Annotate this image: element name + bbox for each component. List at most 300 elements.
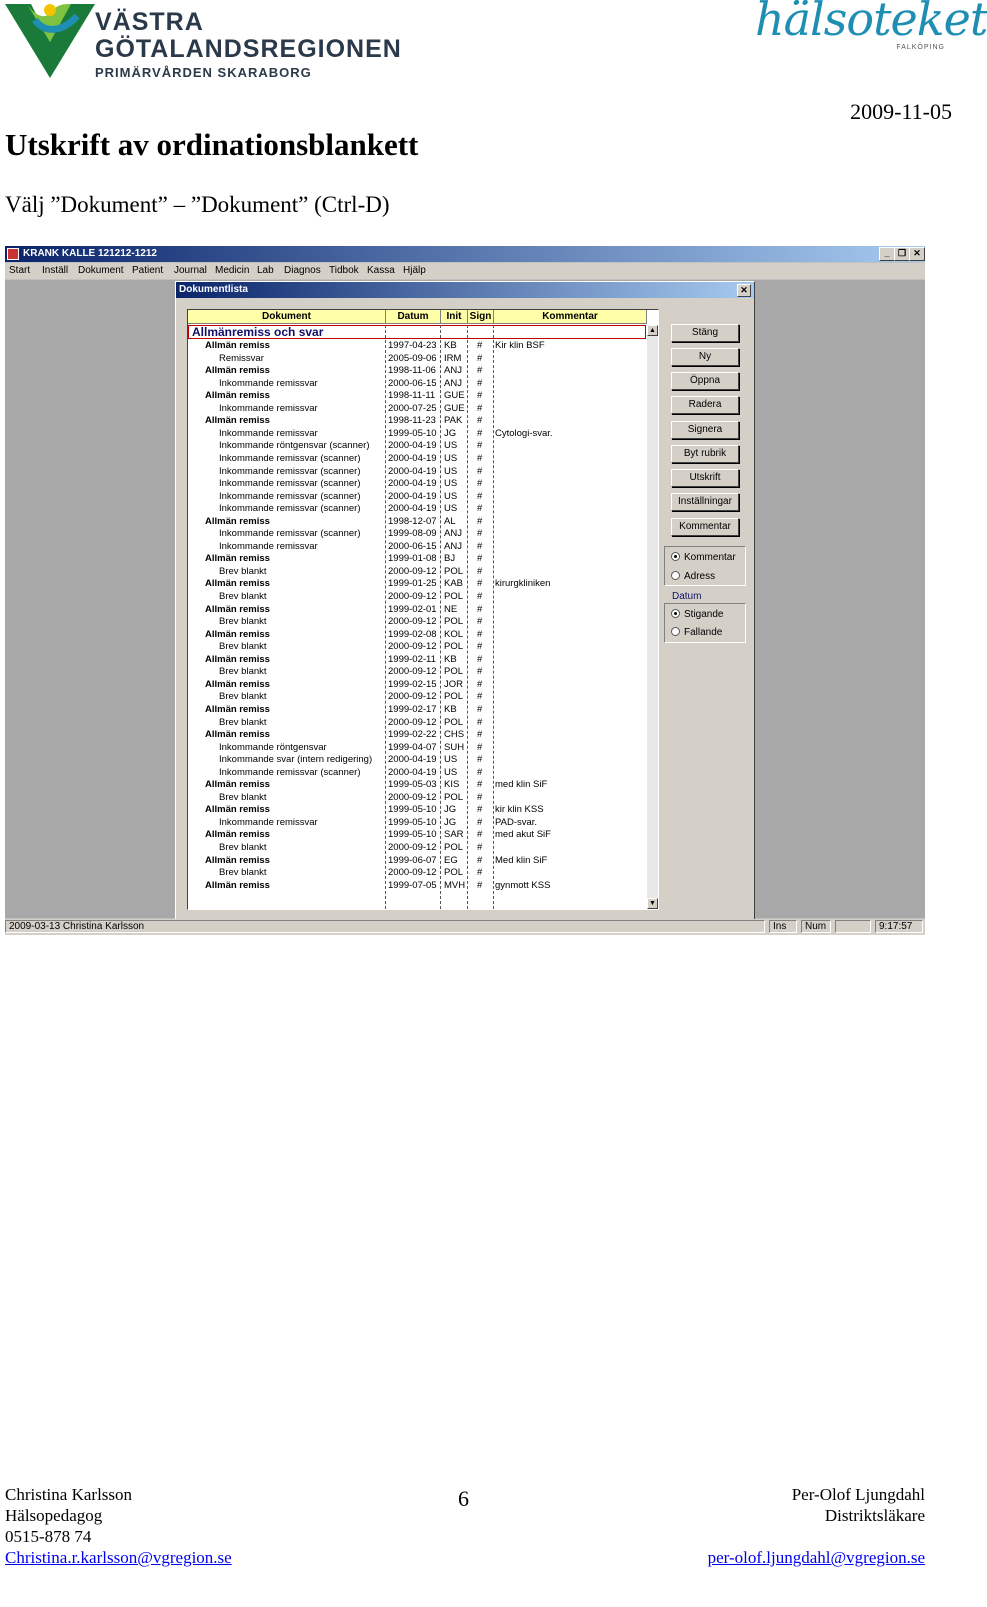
cell-dokument: Inkommande svar (intern redigering) — [219, 754, 373, 766]
cell-init: KB — [444, 340, 457, 351]
footer-left-phone: 0515-878 74 — [5, 1527, 92, 1546]
cell-dokument: Inkommande remissvar (scanner) — [219, 766, 361, 778]
cell-datum: 1998-12-07 — [388, 515, 437, 527]
cell-dokument: Brev blankt — [219, 565, 267, 577]
cell-init: US — [444, 766, 458, 778]
list-item[interactable] — [188, 792, 646, 805]
cell-datum: 2000-06-15 — [388, 540, 437, 552]
app-titlebar — [5, 246, 925, 262]
menu-journal[interactable]: Journal — [174, 265, 207, 276]
cell-datum: 2005-09-06 — [388, 352, 437, 364]
col-header-kommentar[interactable]: Kommentar — [494, 310, 647, 324]
cell-init: KB — [444, 703, 457, 715]
cell-sign: # — [477, 352, 483, 364]
cell-dokument: Inkommande remissvar — [219, 540, 318, 552]
cell-sign: # — [477, 415, 483, 427]
cell-init: US — [444, 478, 458, 490]
cell-sign: # — [477, 816, 483, 828]
list-item[interactable] — [188, 641, 646, 654]
list-item[interactable] — [188, 491, 646, 504]
status-num: Num — [801, 920, 831, 933]
footer-left — [5, 1484, 232, 1568]
cell-init: POL — [444, 691, 464, 703]
list-item[interactable] — [188, 729, 646, 742]
menu-hjalp[interactable]: Hjälp — [403, 265, 426, 276]
cell-sign: # — [477, 879, 483, 891]
menu-installningar[interactable]: Inställ — [42, 265, 69, 276]
menu-medicin[interactable]: Medicin — [215, 265, 250, 276]
menu-kassa[interactable]: Kassa — [367, 265, 395, 276]
cell-sign: # — [477, 678, 483, 690]
list-item[interactable] — [188, 817, 646, 830]
app-window-title: KRANK KALLE 121212-1212 — [23, 248, 157, 259]
list-item[interactable] — [188, 880, 646, 893]
cell-sign: # — [477, 540, 483, 552]
cell-init: BJ — [444, 553, 456, 565]
cell-dokument: Inkommande remissvar — [219, 402, 318, 414]
dokumentlista-dialog — [175, 281, 755, 920]
cell-datum: 2000-09-12 — [388, 616, 437, 628]
cell-init: US — [444, 452, 458, 464]
footer-right — [708, 1484, 925, 1568]
cell-init: JOR — [444, 678, 463, 690]
col-header-datum[interactable]: Datum — [386, 310, 441, 324]
cell-dokument: Allmän remiss — [205, 515, 270, 527]
list-item[interactable] — [188, 629, 646, 642]
cell-init: NE — [444, 603, 458, 615]
cell-datum: 1999-02-15 — [388, 678, 437, 690]
cell-dokument: Allmän remiss — [205, 653, 270, 665]
radio-unchecked-icon — [671, 571, 680, 580]
cell-init: US — [444, 465, 458, 477]
cell-dokument: Inkommande remissvar — [219, 377, 318, 389]
cell-dokument: Allmän remiss — [205, 390, 270, 402]
cell-dokument: Brev blankt — [219, 867, 267, 879]
cell-kommentar: PAD-svar. — [495, 816, 538, 828]
cell-datum: 2000-04-19 — [388, 766, 437, 778]
cell-init: KIS — [444, 779, 460, 791]
cell-sign: # — [477, 390, 483, 402]
cell-sign: # — [477, 628, 483, 640]
menubar — [5, 263, 925, 279]
list-item[interactable] — [188, 541, 646, 554]
cell-datum: 2000-09-12 — [388, 842, 437, 853]
list-item[interactable] — [188, 428, 646, 441]
footer-right-spacer — [708, 1526, 925, 1547]
cell-init: POL — [444, 842, 464, 853]
cell-init: ANJ — [444, 528, 462, 540]
cell-sign: # — [477, 553, 483, 565]
cell-dokument: Inkommande remissvar (scanner) — [219, 528, 361, 540]
list-item[interactable] — [188, 842, 646, 855]
cell-datum: 2000-04-19 — [388, 754, 437, 766]
menu-diagnos[interactable]: Diagnos — [284, 265, 321, 276]
halsoteket-logo-word: hälsoteket — [755, 0, 987, 46]
cell-dokument: Allmän remiss — [205, 415, 270, 427]
radio-adress[interactable] — [671, 571, 715, 582]
radio-kommentar[interactable] — [671, 552, 736, 563]
cell-datum: 2000-09-12 — [388, 666, 437, 678]
cell-init: SUH — [444, 741, 465, 753]
cell-datum: 2000-09-12 — [388, 565, 437, 577]
cell-init: POL — [444, 616, 464, 628]
group-header[interactable]: Allmänremiss och svar — [188, 325, 646, 339]
cell-init: US — [444, 503, 458, 515]
status-ins: Ins — [769, 920, 797, 933]
cell-init: US — [444, 754, 458, 766]
list-item[interactable] — [188, 742, 646, 755]
cell-sign: # — [477, 666, 483, 678]
list-item[interactable] — [188, 503, 646, 516]
cell-dokument: Brev blankt — [219, 591, 267, 602]
footer-right-email-link[interactable]: per-olof.ljungdahl@vgregion.se — [707, 1548, 925, 1567]
cell-dokument: Brev blankt — [219, 716, 267, 728]
cell-datum: 2000-09-12 — [388, 791, 437, 803]
vgr-logo-line3: PRIMÄRVÅRDEN SKARABORG — [95, 65, 312, 80]
cell-dokument: Remissvar — [219, 352, 264, 364]
cell-dokument: Brev blankt — [219, 666, 267, 678]
installningar-button[interactable]: Inställningar — [671, 493, 739, 511]
vgr-logo — [5, 2, 402, 82]
cell-datum: 1999-01-08 — [388, 553, 437, 565]
list-item[interactable] — [188, 666, 646, 679]
cell-dokument: Allmän remiss — [205, 678, 270, 690]
list-item[interactable] — [188, 528, 646, 541]
cell-datum: 1999-02-01 — [388, 603, 437, 615]
halsoteket-logo — [755, 0, 987, 60]
app-screenshot — [5, 246, 925, 935]
vgr-logo-mark — [5, 2, 95, 80]
cell-sign: # — [477, 490, 483, 502]
cell-dokument: Inkommande remissvar (scanner) — [219, 465, 361, 477]
list-item[interactable] — [188, 679, 646, 692]
cell-datum: 1999-05-03 — [388, 779, 437, 791]
close-icon[interactable]: ✕ — [909, 247, 925, 261]
cell-dokument: Allmän remiss — [205, 578, 270, 590]
menu-dokument[interactable]: Dokument — [78, 265, 124, 276]
cell-dokument: Allmän remiss — [205, 879, 270, 891]
cell-sign: # — [477, 791, 483, 803]
cell-init: JG — [444, 427, 457, 439]
cell-dokument: Brev blankt — [219, 842, 267, 853]
ny-button[interactable]: Ny — [671, 348, 739, 366]
list-item[interactable] — [188, 717, 646, 730]
page-title: Utskrift av ordinationsblankett — [5, 127, 419, 162]
cell-dokument: Inkommande remissvar — [219, 816, 318, 828]
cell-sign: # — [477, 515, 483, 527]
cell-dokument: Inkommande remissvar (scanner) — [219, 503, 361, 515]
cell-sign: # — [477, 766, 483, 778]
cell-datum: 1998-11-23 — [388, 415, 436, 427]
list-item[interactable] — [188, 516, 646, 529]
app-icon — [7, 248, 19, 260]
cell-dokument: Allmän remiss — [205, 854, 270, 866]
cell-sign: # — [477, 804, 483, 816]
cell-datum: 1999-06-07 — [388, 854, 437, 866]
cell-init: AL — [444, 515, 456, 527]
cell-init: KAB — [444, 578, 464, 590]
list-item[interactable] — [188, 867, 646, 880]
list-item[interactable] — [188, 604, 646, 617]
list-item[interactable] — [188, 478, 646, 491]
cell-init: JG — [444, 816, 457, 828]
cell-init: US — [444, 490, 458, 502]
cell-kommentar: Med klin SiF — [495, 854, 548, 866]
menu-tidbok[interactable]: Tidbok — [329, 265, 359, 276]
cell-init: POL — [444, 867, 464, 879]
menu-start[interactable]: Start — [9, 265, 31, 276]
radio-checked-icon — [671, 609, 680, 618]
cell-datum: 1997-04-23 — [388, 340, 437, 351]
list-item[interactable] — [188, 566, 646, 579]
dialog-close-icon[interactable]: ✕ — [737, 284, 751, 297]
byt-rubrik-button[interactable]: Byt rubrik — [671, 445, 739, 463]
list-item[interactable] — [188, 779, 646, 792]
cell-init: GUE — [444, 402, 465, 414]
cell-kommentar: Kir klin BSF — [495, 340, 545, 351]
menu-patient[interactable]: Patient — [132, 265, 164, 276]
status-time: 9:17:57 — [875, 920, 923, 933]
cell-init: US — [444, 440, 458, 452]
oppna-button[interactable]: Öppna — [671, 372, 739, 390]
cell-init: POL — [444, 716, 464, 728]
cell-init: POL — [444, 791, 464, 803]
sort-radio-group — [664, 603, 746, 643]
cell-dokument: Inkommande röntgensvar (scanner) — [219, 440, 370, 452]
status-user: 2009-03-13 Christina Karlsson — [5, 920, 765, 933]
col-header-dokument[interactable]: Dokument — [188, 310, 386, 324]
cell-datum: 2000-09-12 — [388, 641, 437, 653]
cell-datum: 2000-04-19 — [388, 452, 437, 464]
minimize-icon[interactable]: _ — [879, 247, 895, 261]
list-item[interactable] — [188, 415, 646, 428]
cell-datum: 1999-07-05 — [388, 879, 437, 891]
cell-datum: 2000-06-15 — [388, 377, 437, 389]
dialog-titlebar — [176, 282, 754, 298]
stang-button[interactable]: Stäng — [671, 324, 739, 342]
cell-sign: # — [477, 528, 483, 540]
list-item[interactable] — [188, 654, 646, 667]
list-item[interactable] — [188, 453, 646, 466]
menu-lab[interactable]: Lab — [257, 265, 274, 276]
cell-sign: # — [477, 402, 483, 414]
cell-sign: # — [477, 503, 483, 515]
cell-init: ANJ — [444, 365, 462, 377]
list-item[interactable] — [188, 691, 646, 704]
cell-init: IRM — [444, 352, 462, 364]
instruction-text: Välj ”Dokument” – ”Dokument” (Ctrl-D) — [5, 192, 390, 217]
status-empty — [835, 920, 871, 933]
cell-datum: 2000-09-12 — [388, 716, 437, 728]
cell-datum: 1998-11-06 — [388, 365, 436, 377]
list-item[interactable] — [188, 767, 646, 780]
cell-sign: # — [477, 440, 483, 452]
cell-sign: # — [477, 340, 483, 351]
cell-sign: # — [477, 591, 483, 602]
cell-init: ANJ — [444, 377, 462, 389]
list-item[interactable] — [188, 390, 646, 403]
cell-sign: # — [477, 465, 483, 477]
cell-kommentar: gynmott KSS — [495, 879, 551, 891]
radio-adress-label: Adress — [684, 571, 716, 582]
cell-sign: # — [477, 578, 483, 590]
footer-left-role: Hälsopedagog — [5, 1506, 103, 1525]
cell-kommentar: Cytologi-svar. — [495, 427, 553, 439]
cell-sign: # — [477, 703, 483, 715]
cell-init: KB — [444, 653, 457, 665]
cell-sign: # — [477, 829, 483, 841]
radio-stigande[interactable] — [671, 609, 723, 620]
list-item[interactable] — [188, 616, 646, 629]
list-item[interactable] — [188, 855, 646, 868]
list-item[interactable] — [188, 403, 646, 416]
cell-sign: # — [477, 867, 483, 879]
cell-datum: 2000-09-12 — [388, 691, 437, 703]
cell-init: POL — [444, 591, 464, 602]
cell-datum: 2000-04-19 — [388, 440, 437, 452]
cell-sign: # — [477, 452, 483, 464]
cell-dokument: Inkommande remissvar (scanner) — [219, 490, 361, 502]
cell-init: MVH — [444, 879, 466, 891]
list-item[interactable] — [188, 340, 646, 353]
list-item[interactable] — [188, 466, 646, 479]
cell-sign: # — [477, 741, 483, 753]
cell-datum: 1999-01-25 — [388, 578, 437, 590]
cell-dokument: Inkommande remissvar (scanner) — [219, 452, 361, 464]
cell-init: JG — [444, 804, 457, 816]
signera-button[interactable]: Signera — [671, 421, 739, 439]
halsoteket-logo-sub: FALKÖPING — [896, 44, 945, 51]
cell-datum: 2000-04-19 — [388, 478, 437, 490]
radio-checked-icon — [671, 552, 680, 561]
list-item[interactable] — [188, 365, 646, 378]
radio-stigande-label: Stigande — [684, 609, 724, 620]
display-radio-group — [664, 546, 746, 586]
cell-init: POL — [444, 641, 464, 653]
datum-group-label: Datum — [672, 591, 702, 602]
cell-dokument: Allmän remiss — [205, 829, 270, 841]
col-header-sign[interactable]: Sign — [468, 310, 494, 324]
radio-unchecked-icon — [671, 627, 680, 636]
document-date: 2009-11-05 — [850, 99, 952, 124]
list-item[interactable] — [188, 754, 646, 767]
cell-sign: # — [477, 754, 483, 766]
cell-init: EG — [444, 854, 458, 866]
list-item[interactable] — [188, 378, 646, 391]
scroll-down-icon[interactable]: ▼ — [647, 898, 658, 909]
restore-icon[interactable]: ❐ — [894, 247, 910, 261]
cell-datum: 1999-05-10 — [388, 816, 437, 828]
cell-dokument: Allmän remiss — [205, 365, 270, 377]
cell-datum: 1999-05-10 — [388, 829, 437, 841]
cell-datum: 1999-04-07 — [388, 741, 437, 753]
col-header-init[interactable]: Init — [441, 310, 468, 324]
cell-datum: 1999-02-17 — [388, 703, 437, 715]
cell-kommentar: kir klin KSS — [495, 804, 544, 816]
cell-sign: # — [477, 565, 483, 577]
cell-sign: # — [477, 653, 483, 665]
cell-datum: 1998-11-11 — [388, 390, 436, 402]
cell-dokument: Brev blankt — [219, 791, 267, 803]
page-number: 6 — [458, 1486, 469, 1511]
vgr-logo-line1: VÄSTRA — [95, 8, 204, 36]
cell-dokument: Allmän remiss — [205, 553, 270, 565]
cell-sign: # — [477, 365, 483, 377]
cell-sign: # — [477, 478, 483, 490]
cell-dokument: Allmän remiss — [205, 804, 270, 816]
cell-datum: 2000-09-12 — [388, 867, 437, 879]
footer-left-email-link[interactable]: Christina.r.karlsson@vgregion.se — [5, 1548, 232, 1567]
cell-init: KOL — [444, 628, 464, 640]
cell-dokument: Allmän remiss — [205, 729, 270, 741]
scroll-up-icon[interactable]: ▲ — [647, 325, 658, 336]
cell-sign: # — [477, 377, 483, 389]
list-item[interactable] — [188, 553, 646, 566]
cell-dokument: Brev blankt — [219, 691, 267, 703]
cell-datum: 2000-07-25 — [388, 402, 437, 414]
cell-kommentar: kirurgkliniken — [495, 578, 551, 590]
radio-kommentar-label: Kommentar — [684, 552, 736, 563]
cell-dokument: Brev blankt — [219, 616, 267, 628]
cell-dokument: Allmän remiss — [205, 340, 270, 351]
radera-button[interactable]: Radera — [671, 396, 739, 414]
list-item[interactable] — [188, 591, 646, 604]
cell-datum: 2000-09-12 — [388, 591, 437, 602]
cell-datum: 1999-02-08 — [388, 628, 437, 640]
cell-dokument: Brev blankt — [219, 641, 267, 653]
cell-sign: # — [477, 616, 483, 628]
utskrift-button[interactable]: Utskrift — [671, 469, 739, 487]
cell-dokument: Inkommande remissvar (scanner) — [219, 478, 361, 490]
dialog-title: Dokumentlista — [179, 284, 248, 295]
cell-sign: # — [477, 427, 483, 439]
cell-init: SAR — [444, 829, 464, 841]
cell-datum: 2000-04-19 — [388, 490, 437, 502]
list-item[interactable] — [188, 804, 646, 817]
list-item[interactable] — [188, 440, 646, 453]
cell-dokument: Allmän remiss — [205, 703, 270, 715]
list-item[interactable] — [188, 578, 646, 591]
vgr-logo-line2: GÖTALANDSREGIONEN — [95, 35, 402, 63]
list-item[interactable] — [188, 829, 646, 842]
cell-sign: # — [477, 779, 483, 791]
cell-init: POL — [444, 666, 464, 678]
cell-datum: 1999-05-10 — [388, 804, 437, 816]
cell-datum: 1999-02-11 — [388, 653, 436, 665]
kommentar-button[interactable]: Kommentar — [671, 518, 739, 536]
radio-fallande[interactable] — [671, 627, 722, 638]
cell-dokument: Allmän remiss — [205, 628, 270, 640]
cell-sign: # — [477, 641, 483, 653]
cell-dokument: Allmän remiss — [205, 779, 270, 791]
cell-datum: 1999-02-22 — [388, 729, 437, 741]
cell-sign: # — [477, 854, 483, 866]
cell-init: ANJ — [444, 540, 462, 552]
document-list — [187, 309, 659, 910]
cell-kommentar: med klin SiF — [495, 779, 548, 791]
list-scrollbar[interactable] — [647, 325, 658, 909]
cell-init: POL — [444, 565, 464, 577]
cell-kommentar: med akut SiF — [495, 829, 551, 841]
statusbar — [5, 919, 925, 935]
footer-right-name: Per-Olof Ljungdahl — [791, 1485, 925, 1504]
cell-datum: 1999-05-10 — [388, 427, 437, 439]
list-item[interactable] — [188, 704, 646, 717]
cell-datum: 1999-08-09 — [388, 528, 437, 540]
footer-left-name: Christina Karlsson — [5, 1485, 133, 1504]
cell-sign: # — [477, 842, 483, 853]
list-item[interactable] — [188, 353, 646, 366]
